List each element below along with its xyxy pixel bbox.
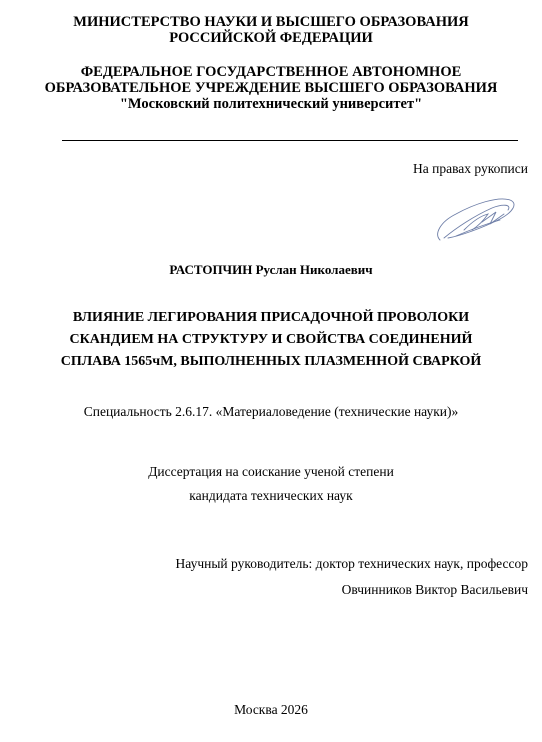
signature-icon	[426, 184, 526, 248]
ministry-line-1: МИНИСТЕРСТВО НАУКИ И ВЫСШЕГО ОБРАЗОВАНИЯ	[73, 14, 469, 30]
degree-line-1: Диссертация на соискание ученой степени	[148, 464, 394, 479]
title-line-2: СКАНДИЕМ НА СТРУКТУРУ И СВОЙСТВА СОЕДИНЕНИЙ	[69, 332, 473, 347]
header-divider	[62, 140, 518, 141]
institution-heading	[0, 64, 542, 112]
supervisor-name: Овчинников Виктор Васильевич	[341, 582, 528, 597]
author-name: РАСТОПЧИН Руслан Николаевич	[169, 262, 373, 277]
supervisor-role: Научный руководитель: доктор технических наук, профессор	[175, 556, 528, 571]
title-line-3: СПЛАВА 1565чМ, ВЫПОЛНЕННЫХ ПЛАЗМЕННОЙ СВАРКОЙ	[60, 354, 482, 369]
title-line-1: ВЛИЯНИЕ ЛЕГИРОВАНИЯ ПРИСАДОЧНОЙ ПРОВОЛОКИ	[72, 310, 470, 325]
manuscript-rights-note: На правах рукописи	[412, 161, 528, 176]
degree-statement	[0, 460, 542, 508]
institution-line-1: ФЕДЕРАЛЬНОЕ ГОСУДАРСТВЕННОЕ АВТОНОМНОЕ	[80, 64, 462, 80]
ministry-line-2: РОССИЙСКОЙ ФЕДЕРАЦИИ	[169, 30, 373, 46]
ministry-heading	[0, 14, 542, 46]
dissertation-title	[0, 307, 542, 373]
institution-line-3: "Московский политехнический университет"	[119, 96, 423, 112]
city-year: Москва 2026	[234, 702, 308, 717]
specialty-line: Специальность 2.6.17. «Материаловедение (технические науки)»	[83, 404, 459, 419]
degree-line-2: кандидата технических наук	[189, 488, 353, 503]
institution-line-2: ОБРАЗОВАТЕЛЬНОЕ УЧРЕЖДЕНИЕ ВЫСШЕГО ОБРАЗОВАНИЯ	[44, 80, 498, 96]
